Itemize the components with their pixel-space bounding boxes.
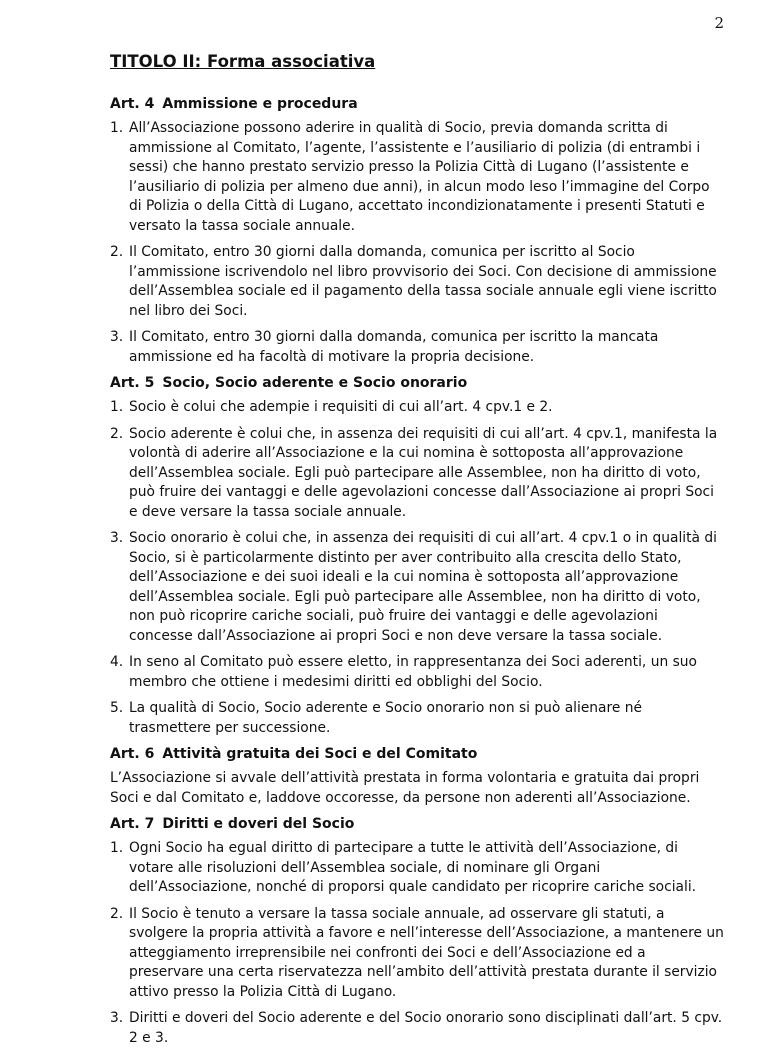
list-item xyxy=(110,905,724,1003)
article-number: Art. 4 xyxy=(110,96,155,112)
item-number: 2. xyxy=(110,244,124,260)
article-number: Art. 6 xyxy=(110,746,155,762)
item-text: Ogni Socio ha egual diritto di partecipare a tutte le attività dell’Associazione, di votare alle risoluzioni dell’Assemblea sociale, di nominare gli Organi dell’Associazione, nonché di proporsi quale candidato per ricoprire cariche sociali. xyxy=(129,840,697,895)
item-text: Il Socio è tenuto a versare la tassa sociale annuale, ad osservare gli statuti, a svolgere la propria attività a favore e nell’interesse dell’Associazione, a mantenere un atteggiamento irreprensibile nei confronti dei Soci e dell’Associazione ed a preservare una certa riservatezza nell’ambito dell’attività prestata durante il servizio attivo presso la Polizia Città di Lugano. xyxy=(129,905,724,1000)
article-heading-6 xyxy=(110,746,724,762)
article-number: Art. 7 xyxy=(110,816,155,832)
item-text: Diritti e doveri del Socio aderente e del Socio onorario sono disciplinati dall’art. 5 cpv. 2 e 3. xyxy=(129,1010,723,1046)
item-number: 3. xyxy=(110,329,124,345)
section-title: TITOLO II: Forma associativa xyxy=(110,52,376,71)
article-4-list xyxy=(110,119,724,367)
item-text: Socio aderente è colui che, in assenza dei requisiti di cui all’art. 4 cpv.1, manifesta la volontà di aderire all’Associazione e la cui nomina è sottoposta all’approvazione dell’Assemblea sociale. Egli può partecipare alle Assemblee, non ha diritto di voto, può fruire dei vantaggi e delle agevolazioni concesse dall’Associazione ai propri Soci e deve versare la tassa sociale annuale. xyxy=(129,425,718,520)
list-item xyxy=(110,119,724,236)
item-number: 3. xyxy=(110,1010,124,1026)
article-title: Attività gratuita dei Soci e del Comitato xyxy=(162,746,478,762)
article-heading-7 xyxy=(110,816,724,832)
list-item xyxy=(110,243,724,321)
article-heading-4 xyxy=(110,96,724,112)
article-heading-5 xyxy=(110,375,724,391)
item-number: 1. xyxy=(110,399,124,415)
article-7-list xyxy=(110,839,724,1048)
item-text: Il Comitato, entro 30 giorni dalla domanda, comunica per iscritto la mancata ammissione ed ha facoltà di motivare la propria decisione. xyxy=(129,329,659,365)
article-5-list xyxy=(110,398,724,738)
item-text: Il Comitato, entro 30 giorni dalla domanda, comunica per iscritto al Socio l’ammissione iscrivendolo nel libro provvisorio dei Soci. Con decisione di ammissione dell’Assemblea sociale ed il pagamento della tassa sociale annuale egli viene iscritto nel libro dei Soci. xyxy=(129,244,717,319)
page-number: 2 xyxy=(714,14,724,32)
item-number: 1. xyxy=(110,840,124,856)
item-text: In seno al Comitato può essere eletto, in rappresentanza dei Soci aderenti, un suo membro che ottiene i medesimi diritti ed obblighi del Socio. xyxy=(129,654,697,690)
list-item xyxy=(110,425,724,523)
list-item xyxy=(110,328,724,367)
article-title: Socio, Socio aderente e Socio onorario xyxy=(162,375,468,391)
item-number: 1. xyxy=(110,120,124,136)
item-number: 4. xyxy=(110,654,124,670)
article-title: Diritti e doveri del Socio xyxy=(162,816,355,832)
list-item xyxy=(110,699,724,738)
list-item xyxy=(110,529,724,646)
item-text: Socio è colui che adempie i requisiti di cui all’art. 4 cpv.1 e 2. xyxy=(129,399,553,415)
article-title: Ammissione e procedura xyxy=(162,96,358,112)
list-item xyxy=(110,398,724,418)
item-number: 2. xyxy=(110,905,124,922)
list-item xyxy=(110,653,724,692)
item-text: Socio onorario è colui che, in assenza dei requisiti di cui all’art. 4 cpv.1 o in qualità di Socio, si è particolarmente distinto per aver contribuito alla crescita dello Stato, dell’Associazione e dei suoi ideali e la cui nomina è sottoposta all’approvazione dell’Assemblea sociale. Egli può partecipare alle Assemblee, non ha diritto di voto, non può ricoprire cariche sociali, può fruire dei vantaggi e delle agevolazioni concesse dall’Associazione ai propri Soci e non deve versare la tassa sociale. xyxy=(129,530,717,644)
article-number: Art. 5 xyxy=(110,375,155,391)
list-item xyxy=(110,1009,724,1048)
document-page xyxy=(110,52,724,1056)
item-number: 2. xyxy=(110,425,124,442)
item-text: La qualità di Socio, Socio aderente e Socio onorario non si può alienare né trasmettere per successione. xyxy=(129,700,642,736)
list-item xyxy=(110,839,724,898)
article-6-paragraph: L’Associazione si avvale dell’attività prestata in forma volontaria e gratuita dai propri Soci e dal Comitato e, laddove occoresse, da persone non aderenti all’Associazione. xyxy=(110,770,700,806)
item-text: All’Associazione possono aderire in qualità di Socio, previa domanda scritta di ammissione al Comitato, l’agente, l’assistente e l’ausiliario di polizia (di entrambi i sessi) che hanno prestato servizio presso la Polizia Città di Lugano (l’assistente e l’ausiliario di polizia per almeno due anni), in alcun modo leso l’immagine del Corpo di Polizia o della Città di Lugano, accettato incondizionatamente i presenti Statuti e versato la tassa sociale annuale. xyxy=(129,120,710,234)
item-number: 5. xyxy=(110,700,124,716)
item-number: 3. xyxy=(110,530,124,546)
